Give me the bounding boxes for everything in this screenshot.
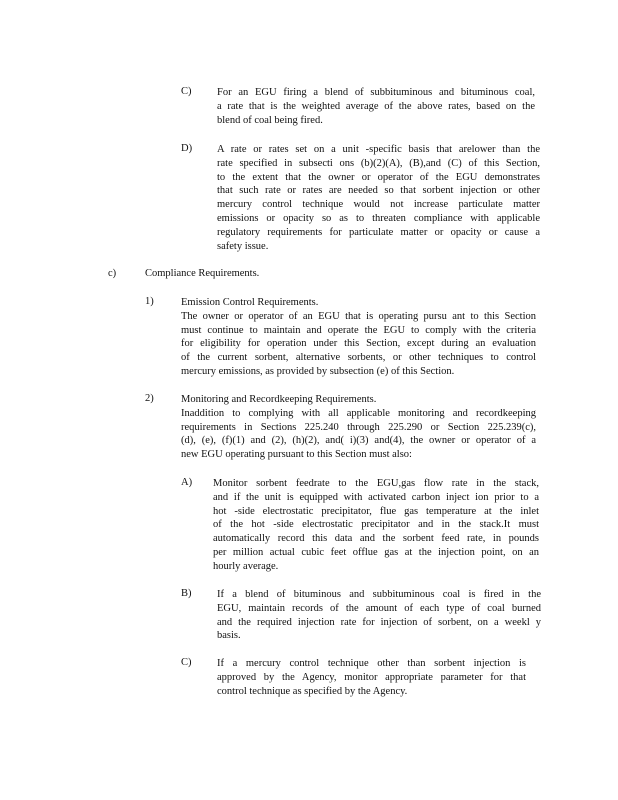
- text-line: of the hot -side electrostatic precipitator and in the stack.It must: [213, 519, 539, 531]
- text-line: to the extent that the owner or operator of the EGU demonstrates: [217, 171, 540, 183]
- text-line: that such rate or rates are needed so that sorbent injection or other: [217, 185, 540, 197]
- text-line: The owner or operator of an EGU that is operating pursu ant to this Section: [181, 310, 536, 322]
- text-line: For an EGU firing a blend of subbituminous and bituminous coal,: [217, 87, 535, 98]
- text-line: and the required injection rate for injection of sorbent, on a weekl y: [217, 616, 541, 628]
- item-C-top-text: [217, 86, 535, 127]
- item-2-title: Monitoring and Recordkeeping Requirements.: [181, 394, 377, 405]
- item-B-sub-text: [217, 588, 541, 643]
- text-line: new EGU operating pursuant to this Section must also:: [181, 449, 412, 461]
- text-line: and if the unit is equipped with activated carbon inject ion prior to a: [213, 491, 539, 503]
- text-line: per million actual cubic feet offlue gas at the injection point, on an: [213, 546, 539, 558]
- text-line: (d), (e), (f)(1) and (2), (h)(2), and( i)(3) and(4), the owner or operator of a: [181, 435, 536, 447]
- text-line: basis.: [217, 630, 241, 642]
- item-A-sub-text: [213, 477, 539, 574]
- text-line: hot -side electrostatic precipitator, flue gas temperature at the inlet: [213, 505, 539, 517]
- text-line: mercury control technique would not increase particulate matter: [217, 199, 540, 211]
- item-2-text: [181, 393, 536, 462]
- item-label-1: 1): [145, 296, 154, 307]
- item-label-B-sub: B): [181, 588, 192, 599]
- text-line: Monitor sorbent feedrate to the EGU,gas flow rate in the stack,: [213, 478, 539, 489]
- text-line: regulatory requirements for particulate matter or opacity or cause a: [217, 226, 540, 238]
- text-line: of the current sorbent, alternative sorbents, or other techniques to control: [181, 352, 536, 364]
- item-label-A-sub: A): [181, 477, 193, 488]
- text-line: control technique as specified by the Agency.: [217, 685, 408, 697]
- text-line: emissions or opacity so as to threaten compliance with applicable: [217, 212, 540, 224]
- item-C-sub-text: [217, 657, 526, 698]
- text-line: must continue to maintain and operate the EGU to comply with the criteria: [181, 324, 536, 336]
- text-line: rate specified in subsecti ons (b)(2)(A), (B),and (C) of this Section,: [217, 157, 540, 169]
- text-line: a rate that is the weighted average of the above rates, based on the: [217, 100, 535, 112]
- item-D-top-text: [217, 143, 540, 253]
- text-line: If a mercury control technique other than sorbent injection is: [217, 658, 526, 669]
- text-line: approved by the Agency, monitor appropriate parameter for that: [217, 671, 526, 683]
- text-line: safety issue.: [217, 240, 269, 252]
- text-line: for eligibility for operation under this Section, except during an evaluation: [181, 338, 536, 350]
- text-line: blend of coal being fired.: [217, 114, 323, 126]
- text-line: A rate or rates set on a unit -specific basis that arelower than the: [217, 144, 540, 155]
- text-line: If a blend of bituminous and subbituminous coal is fired in the: [217, 589, 541, 600]
- section-label-c: c): [108, 268, 117, 279]
- item-label-D-top: D): [181, 143, 193, 154]
- text-line: requirements in Sections 225.240 through 225.290 or Section 225.239(c),: [181, 421, 536, 433]
- text-line: automatically record this data and the sorbent feed rate, in pounds: [213, 533, 539, 545]
- item-1-title: Emission Control Requirements.: [181, 297, 319, 308]
- text-line: EGU, maintain records of the amount of each type of coal burned: [217, 602, 541, 614]
- text-line: hourly average.: [213, 560, 279, 572]
- item-label-2: 2): [145, 393, 154, 404]
- item-label-C-top: C): [181, 86, 192, 97]
- text-line: Inaddition to complying with all applicable monitoring and recordkeeping: [181, 407, 536, 419]
- item-1-text: [181, 296, 536, 379]
- item-label-C-sub: C): [181, 657, 192, 668]
- text-line: mercury emissions, as provided by subsection (e) of this Section.: [181, 365, 455, 377]
- section-title-compliance: Compliance Requirements.: [145, 268, 260, 279]
